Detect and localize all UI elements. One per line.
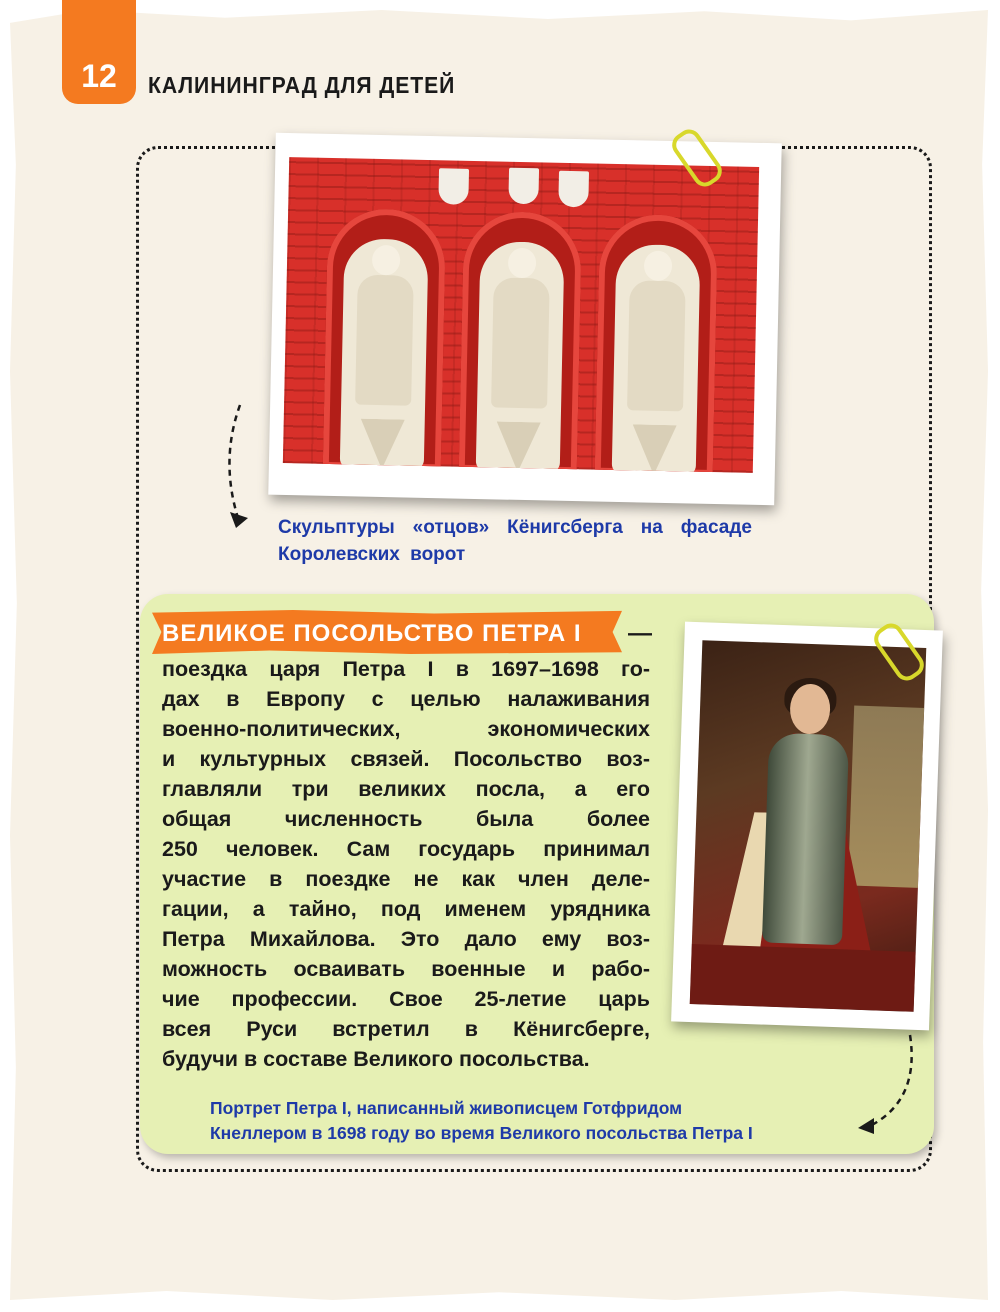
body-line: поездка царя Петра I в 1697–1698 го- [162, 657, 650, 681]
body-line: гации, а тайно, под именем урядника [162, 897, 650, 921]
caption-gate-sculptures: Скульптуры «отцов» Кёнигсберга на фасаде Королевских ворот [278, 517, 752, 565]
body-line: будучи в составе Великого посольства. [162, 1047, 590, 1071]
caption-line: Портрет Петра I, написанный живописцем Готфридом [210, 1098, 683, 1118]
statue [340, 238, 429, 470]
article-body [162, 654, 650, 1074]
body-line: участие в поездке не как член деле- [162, 867, 650, 891]
body-line: всея Руси встретил в Кёнигсберге, [162, 1017, 650, 1041]
arch-niche [323, 208, 446, 470]
statue [476, 241, 565, 473]
body-line: общая численность была более [162, 807, 650, 831]
caption-peter-portrait [210, 1096, 850, 1146]
body-line: 250 человек. Сам государь принимал [162, 837, 650, 861]
title-dash: — [628, 620, 652, 647]
coat-of-arms-icon [508, 168, 539, 205]
arch-niche [595, 214, 718, 473]
eagle-crest-icon [558, 171, 589, 208]
photo-gate-sculptures [283, 157, 759, 473]
body-line: главляли три великих посла, а его [162, 777, 650, 801]
article-title: ВЕЛИКОЕ ПОСОЛЬСТВО ПЕТРА I [162, 620, 582, 647]
book-title: КАЛИНИНГРАД ДЛЯ ДЕТЕЙ [148, 72, 456, 98]
photo-peter-portrait [690, 640, 927, 1012]
body-line: можность осваивать военные и рабо- [162, 957, 650, 981]
body-line: военно-политических, экономических [162, 717, 650, 741]
body-line: дах в Европу с целью налаживания [162, 687, 650, 711]
body-line: и культурных связей. Посольство воз- [162, 747, 650, 771]
body-line: Петра Михайлова. Это дало ему воз- [162, 927, 650, 951]
arch-niche [459, 211, 582, 473]
page-number: 12 [81, 58, 117, 94]
arrow-to-portrait-caption-icon [850, 1030, 930, 1140]
caption-line: Кнеллером в 1698 году во время Великого посольства Петра I [210, 1123, 753, 1143]
arrow-to-caption-icon [220, 400, 280, 530]
coat-of-arms-icon [438, 168, 469, 205]
body-line: чие профессии. Свое 25-летие царь [162, 987, 650, 1011]
statue [612, 244, 701, 473]
